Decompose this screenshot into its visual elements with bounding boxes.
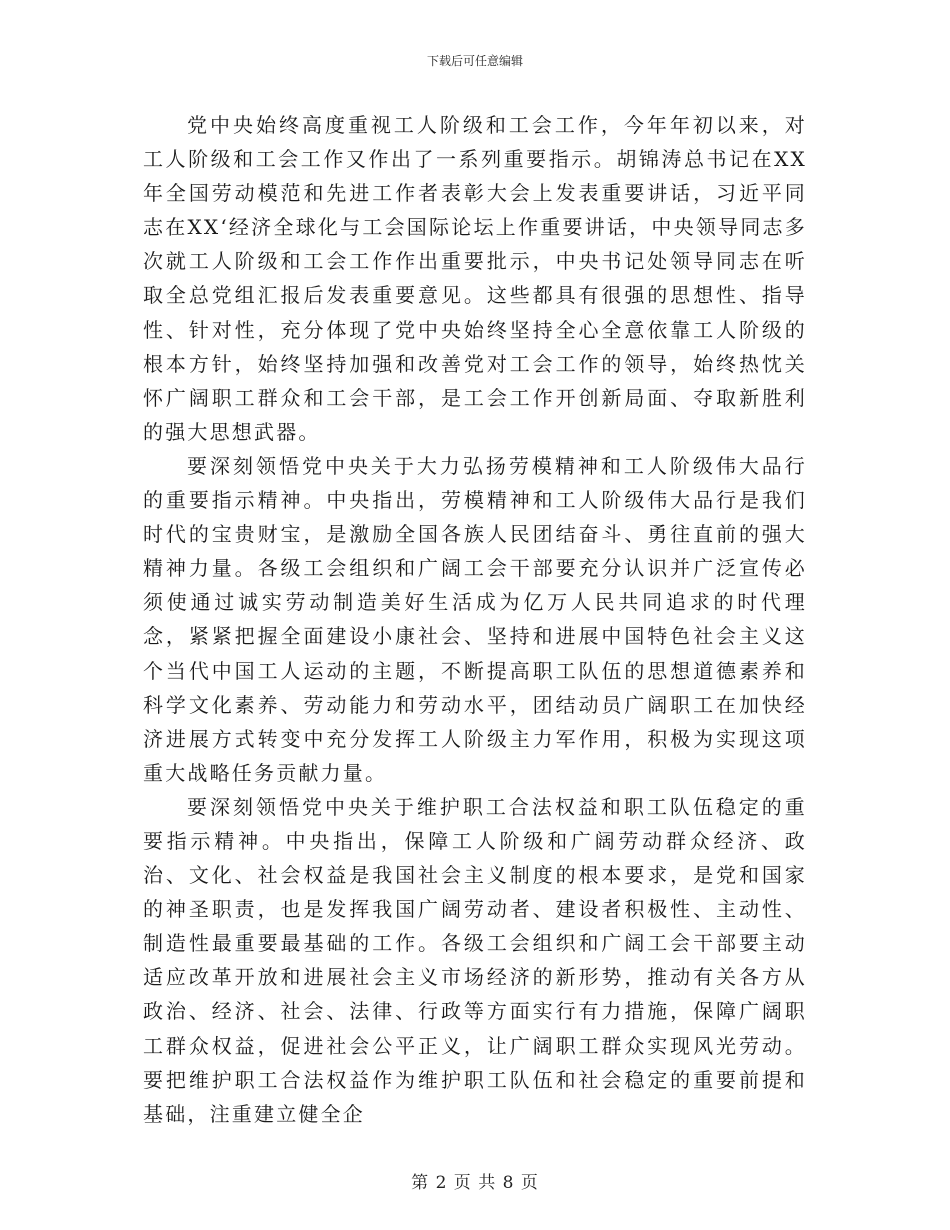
page-footer: 第 2 页 共 8 页 [411,1173,539,1193]
paragraph-2: 要深刻领悟党中央关于大力弘扬劳模精神和工人阶级伟大品行的重要指示精神。中央指出，劳模精神和工人阶级伟大品行是我们时代的宝贵财宝，是激励全国各族人民团结奋斗、勇往直前的强大精神力量。各级工会组织和广阔工会干部要充分认识并广泛宣传必须使通过诚实劳动制造美好生活成为亿万人民共同追求的时代理念，紧紧把握全面建设小康社会、坚持和进展中国特色社会主义这个当代中国工人运动的主题，不断提高职工队伍的思想道德素养和科学文化素养、劳动能力和劳动水平，团结动员广阔职工在加快经济进展方式转变中充分发挥工人阶级主力军作用，积极为实现这项重大战略任务贡献力量。 [143,453,807,785]
document-body [143,108,807,1131]
paragraph-1: 党中央始终高度重视工人阶级和工会工作，今年年初以来，对工人阶级和工会工作又作出了一系列重要指示。胡锦涛总书记在XX年全国劳动模范和先进工作者表彰大会上发表重要讲话，习近平同志在XX‘经济全球化与工会国际论坛上作重要讲话，中央领导同志多次就工人阶级和工会工作作出重要批示，中央书记处领导同志在听取全总党组汇报后发表重要意见。这些都具有很强的思想性、指导性、针对性，充分体现了党中央始终坚持全心全意依靠工人阶级的根本方针，始终坚持加强和改善党对工会工作的领导，始终热忱关怀广阔职工群众和工会干部，是工会工作开创新局面、夺取新胜利的强大思想武器。 [143,113,807,444]
paragraph-3: 要深刻领悟党中央关于维护职工合法权益和职工队伍稳定的重要指示精神。中央指出，保障工人阶级和广阔劳动群众经济、政治、文化、社会权益是我国社会主义制度的根本要求，是党和国家的神圣职责，也是发挥我国广阔劳动者、建设者积极性、主动性、制造性最重要最基础的工作。各级工会组织和广阔工会干部要主动适应改革开放和进展社会主义市场经济的新形势，推动有关各方从政治、经济、社会、法律、行政等方面实行有力措施，保障广阔职工群众权益，促进社会公平正义，让广阔职工群众实现风光劳动。要把维护职工合法权益作为维护职工队伍和社会稳定的重要前提和基础，注重建立健全企 [143,794,807,1126]
page-header: 下载后可任意编辑 [426,54,523,68]
